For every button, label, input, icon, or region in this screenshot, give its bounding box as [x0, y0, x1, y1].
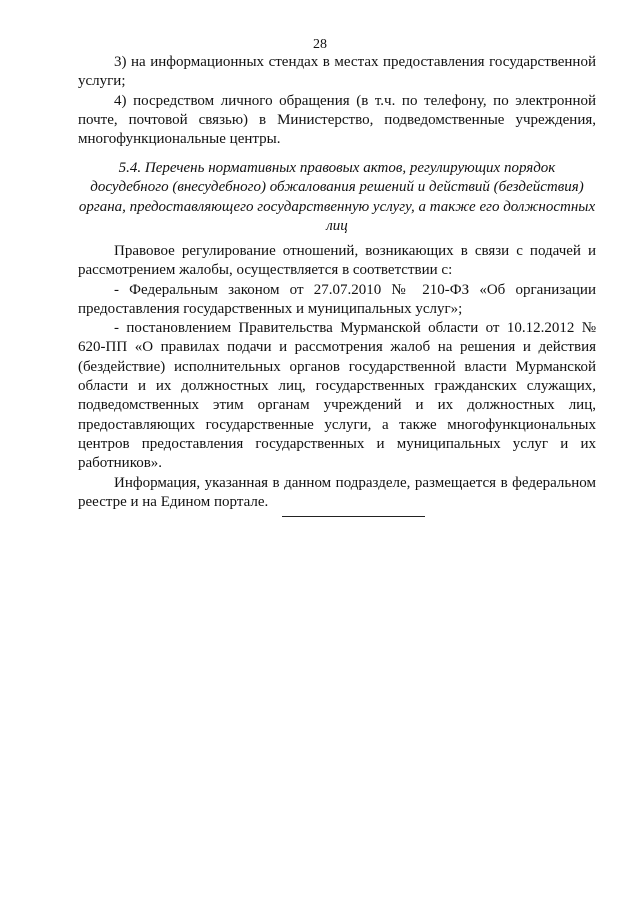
page-number: 28 [313, 37, 327, 52]
channels-list [78, 53, 596, 149]
regulation-resolution-620: - постановлением Правительства Мурманской области от 10.12.2012 № 620-ПП «О правилах подачи и рассмотрения жалоб на решения и действия (бездействие) исполнительных органов государственной власти Мурманской области и их должностных лиц, государственных гражданских служащих, подведомственных этим органам учреждений и их должностных лиц, предоставляющих государственные услуги, а также многофункциональных центров предоставления государственных и муниципальных услуг и их работников». [78, 320, 596, 472]
regulation-law-210: - Федеральным законом от 27.07.2010 № 210-ФЗ «Об организации предоставления государственных и муниципальных услуг»; [78, 281, 596, 317]
list-item-stands: 3) на информационных стендах в местах предоставления государственной услуги; [78, 54, 596, 90]
regulation-intro: Правовое регулирование отношений, возникающих в связи с подачей и рассмотрением жалобы, осуществляется в соответствии с: [78, 243, 596, 279]
section-heading: 5.4. Перечень нормативных правовых актов, регулирующих порядок досудебного (внесудебного) обжалования решений и действий (бездействия) органа, предоставляющего государственную услугу, а также его должностных лиц [78, 160, 596, 234]
list-item-personal-appeal: 4) посредством личного обращения (в т.ч. по телефону, по электронной почте, почтовой связью) в Министерство, подведомственные учреждения, многофункциональные центры. [78, 92, 596, 148]
end-separator-line [282, 516, 425, 517]
regulation-block [78, 242, 596, 512]
regulation-publication: Информация, указанная в данном подразделе, размещается в федеральном реестре и на Едином портале. [78, 474, 596, 510]
